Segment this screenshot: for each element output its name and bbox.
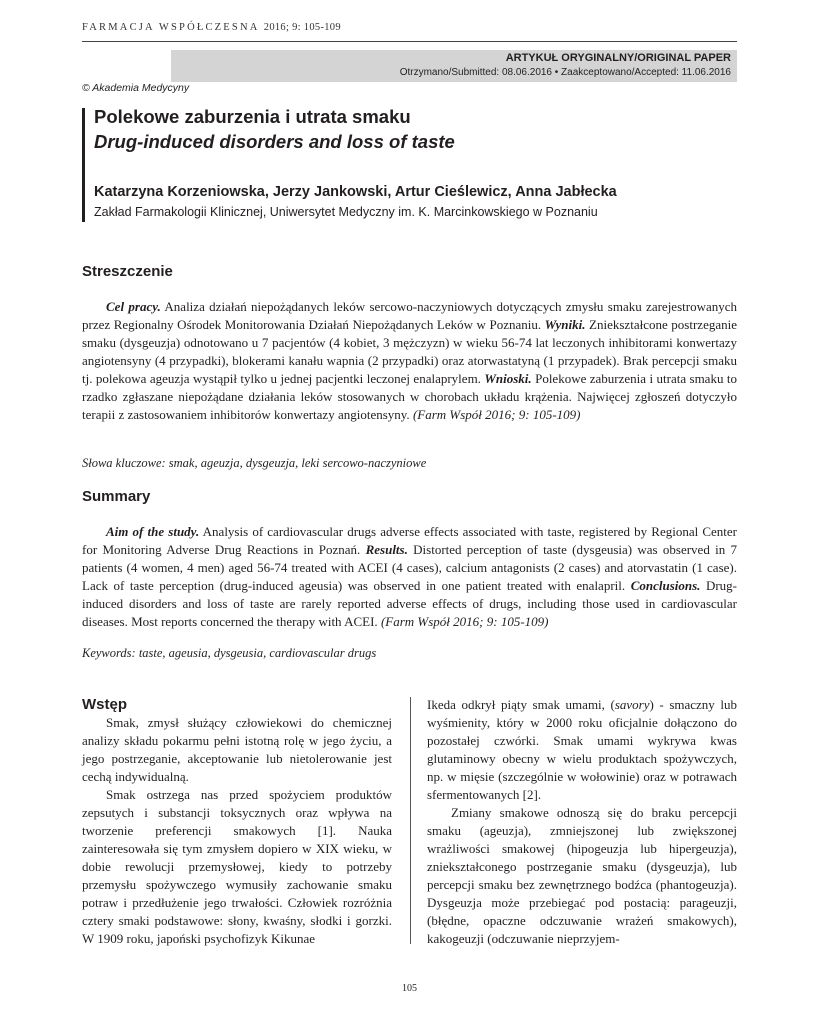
keywords-pl: Słowa kluczowe: smak, ageuzja, dysgeuzja, leki sercowo-naczyniowe (82, 456, 427, 470)
aim-text-pl: Analiza działań niepożądanych leków sercowo-naczyniowych dotyczących zmysłu smaku zarejestrowanych przez Regionalny Ośrodek Monitorowania Działań Niepożądanych Leków w Poznaniu. (82, 299, 738, 332)
body-column-left (82, 714, 392, 948)
title-polish: Polekowe zaburzenia i utrata smaku (94, 106, 411, 127)
citation-en: (Farm Współ 2016; 9: 105-109) (380, 614, 549, 629)
results-label-en: Results. (365, 542, 408, 557)
authors: Katarzyna Korzeniowska, Jerzy Jankowski, Artur Cieślewicz, Anna Jabłecka (94, 184, 617, 200)
journal-name: FARMACJA WSPÓŁCZESNA (82, 22, 259, 33)
summary-heading: Summary (82, 488, 151, 505)
running-head (82, 22, 341, 33)
header-rule (82, 41, 737, 42)
keywords-en: Keywords: taste, ageusia, dysgeusia, cardiovascular drugs (82, 646, 377, 660)
aim-text-en: Analysis of cardiovascular drugs adverse effects associated with taste, registered by Regional Center for Monitoring Adverse Drug Reactions in Poznań. (82, 524, 738, 557)
results-label-pl: Wyniki. (544, 317, 586, 332)
aim-label-en: Aim of the study. (106, 524, 200, 539)
title-english: Drug-induced disorders and loss of taste (94, 131, 455, 152)
results-text-pl: Zniekształcone postrzeganie smaku (dysgeuzja) odnotowano u 7 pacjentów (4 kobiet, 3 mężczyzn) w wieku 56-74 lat leczonych inhibitorami konwertazy angiotensyny (4 przypadki), blokerami kanału wapnia (2 przypadki) oraz atorwastatyną (1 przypadek). Brak percepcji smaku tj. polekowa ageuzja wystąpił tylko u jednej pacjentki leczonej enalaprylem. (82, 317, 737, 386)
conclusions-label-pl: Wnioski. (484, 371, 532, 386)
body-paragraph: Smak, zmysł służący człowiekowi do chemicznej analizy składu pokarmu pełni istotną rolę w jego życiu, a jego postrzeganie, akceptowanie lub nietolerowanie jest cechą indywidualną. (82, 715, 392, 784)
submission-dates: Otrzymano/Submitted: 08.06.2016 • Zaakceptowano/Accepted: 11.06.2016 (399, 67, 731, 78)
column-divider (410, 697, 411, 944)
streszczenie-heading: Streszczenie (82, 263, 173, 280)
results-text-en: Distorted perception of taste (dysgeusia) was observed in 7 patients (4 women, 4 men) aged 56-74 treated with ACEI (4 cases), calcium antagonists (2 cases) and atorvastatin (1 case). Lack of taste perception (drug-induced ageusia) was observed in one patient treated with enalapril. (82, 542, 737, 593)
body-column-right (427, 696, 737, 948)
body-paragraph (427, 696, 737, 804)
body-text: Ikeda odkrył piąty smak umami, ( (427, 697, 615, 712)
wstep-heading: Wstęp (82, 696, 127, 713)
conclusions-text-en: Drug-induced disorders and loss of taste are rarely reported adverse effects of drugs, including those used in cardiovascular diseases. Most reports concerned the therapy with ACEI. (82, 578, 738, 629)
article-type: ARTYKUŁ ORYGINALNY/ORIGINAL PAPER (505, 52, 731, 64)
body-paragraph: Smak ostrzega nas przed spożyciem produktów zepsutych i substancji toksycznych oraz wpływa na tworzenie preferencji smakowych [1]. Nauka zainteresowała się tym zmysłem dopiero w XIX wieku, w dobie rewolucji przemysłowej, kiedy to potrzeby przemysłu spożywczego wymusiły zachowanie smaku potraw i przedłużenie jego trwałości. Człowiek rozróżnia cztery smaki podstawowe: słony, kwaśny, słodki i gorzki. W 1909 roku, japoński psychofizyk Kikunae (82, 787, 392, 946)
streszczenie-paragraph (82, 298, 737, 424)
body-text: ) - smaczny lub wyśmienity, który w 2000 roku oficjalnie dołączono do pozostałej czwórki. Smak umami wykrywa kwas glutaminowy obecny w wielu produktach spożywczych, np. w mięsie (szczególnie w wołowinie) oraz w potrawach sfermentowanych [2]. (427, 697, 737, 802)
copyright: © Akademia Medycyny (82, 82, 190, 94)
conclusions-text-pl: Polekowe zaburzenia i utrata smaku to rzadko zgłaszane niepożądane działania leków stosowanych w chorobach układu krążenia. Najwięcej zgłoszeń dotyczyło terapii z zastosowaniem inhibitorów konwertazy angiotensyny. (82, 371, 737, 422)
page-number: 105 (402, 983, 417, 994)
citation-pl: (Farm Współ 2016; 9: 105-109) (412, 407, 581, 422)
streszczenie-abstract (82, 298, 737, 424)
summary-abstract (82, 523, 737, 631)
savory-term: savory (614, 697, 650, 712)
journal-volume: 2016; 9: 105-109 (263, 22, 341, 33)
aim-label-pl: Cel pracy. (106, 299, 161, 314)
article-type-box (171, 50, 737, 82)
affiliation: Zakład Farmakologii Klinicznej, Uniwersytet Medyczny im. K. Marcinkowskiego w Poznaniu (94, 205, 598, 219)
conclusions-label-en: Conclusions. (630, 578, 701, 593)
summary-paragraph (82, 523, 737, 631)
body-paragraph: Zmiany smakowe odnoszą się do braku percepcji smaku (ageuzja), zmniejszonej lub zwiększonej wrażliwości smakowej (hipogeuzja lub hipergeuzja), zniekształconego postrzeganie smaku (dysgeuzja), lub percepcji smaku bez zewnętrznego bodźca (phantogeuzja). Dysgeuzja może przebiegać pod postacią: parageuzji, (błędne, opaczne odczuwanie wrażeń smakowych), kakogeuzji (odczuwanie nieprzyjem- (427, 805, 737, 946)
title-bar (82, 108, 85, 222)
